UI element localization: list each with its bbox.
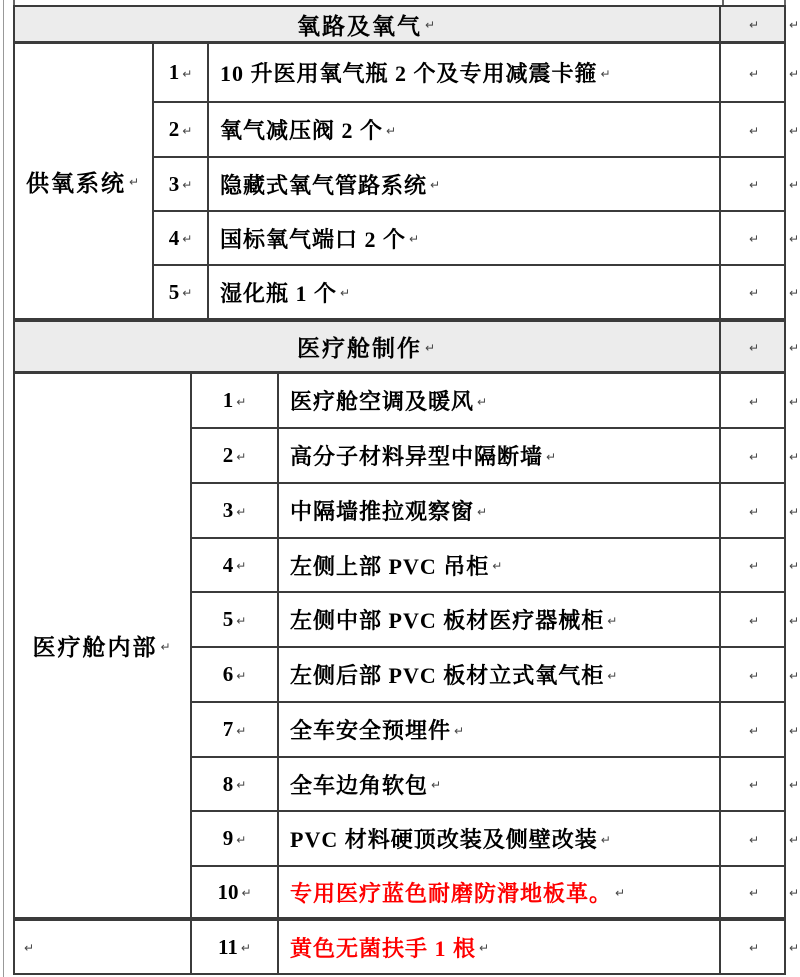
row-text-cell: 10 升医用氧气瓶 2 个及专用减震卡箍 ↵: [209, 44, 721, 101]
row-empty-cell: [721, 867, 784, 917]
end-of-row-mark: ↵: [788, 123, 800, 138]
row-empty-cell: [721, 266, 784, 318]
section2-body: [15, 374, 800, 921]
paragraph-mark-icon: ↵: [600, 66, 612, 81]
paragraph-mark-icon: ↵: [236, 723, 247, 738]
row-empty-cell: [721, 703, 784, 756]
row-text-cell: 左侧后部 PVC 板材立式氧气柜 ↵: [279, 648, 721, 701]
table-row: [15, 921, 800, 973]
paragraph-mark-icon: ↵: [748, 394, 760, 409]
end-of-row-mark: ↵: [788, 340, 800, 355]
paragraph-mark-icon: ↵: [748, 178, 760, 192]
row-text-cell: 医疗舱空调及暖风 ↵: [279, 374, 721, 427]
end-of-row-mark: ↵: [788, 232, 800, 246]
row-text-cell: 专用医疗蓝色耐磨防滑地板革。 ↵: [279, 867, 721, 917]
end-of-row-mark: ↵: [788, 613, 800, 628]
table-row: [192, 484, 800, 539]
paragraph-mark-icon: ↵: [615, 886, 627, 900]
row-number-cell: 7 ↵: [192, 703, 279, 756]
row-number-cell: 11 ↵: [192, 921, 279, 973]
page-left-edge-line: [3, 0, 4, 977]
row-text-cell: 湿化瓶 1 个 ↵: [209, 266, 721, 318]
section2-header-row: [15, 321, 800, 374]
paragraph-mark-icon: ↵: [748, 559, 760, 573]
paragraph-mark-icon: ↵: [24, 941, 35, 955]
row-number-cell: 2 ↵: [192, 429, 279, 482]
paragraph-mark-icon: ↵: [160, 639, 173, 654]
row-empty-cell: [721, 593, 784, 646]
end-of-row-mark: ↵: [788, 18, 800, 32]
paragraph-mark-icon: ↵: [748, 286, 760, 300]
section2-rows: [192, 374, 800, 917]
row-text-cell: 左侧上部 PVC 吊柜 ↵: [279, 539, 721, 591]
end-of-row-mark: ↵: [788, 559, 800, 573]
section2-label-text: 医疗舱内部: [32, 635, 158, 660]
paragraph-mark-icon: ↵: [340, 286, 352, 300]
row-empty-cell: [721, 212, 784, 264]
row-number-cell: 10 ↵: [192, 867, 279, 917]
equipment-table: [13, 5, 800, 975]
row-number-cell: 4 ↵: [192, 539, 279, 591]
table-row: [192, 703, 800, 758]
paragraph-mark-icon: ↵: [748, 886, 760, 900]
paragraph-mark-icon: ↵: [477, 394, 489, 409]
table-row: [154, 103, 800, 158]
end-of-row-mark: ↵: [788, 941, 800, 955]
table-row: [192, 429, 800, 484]
row-text-cell: 国标氧气端口 2 个 ↵: [209, 212, 721, 264]
row-number-cell: 1 ↵: [154, 44, 209, 101]
row-text-cell: 氧气减压阀 2 个 ↵: [209, 103, 721, 156]
row-text-cell: 隐藏式氧气管路系统 ↵: [209, 158, 721, 210]
row-number-cell: 3 ↵: [154, 158, 209, 210]
table-row: [192, 539, 800, 593]
section2-header-text: 医疗舱制作: [296, 336, 422, 361]
end-of-row-mark: ↵: [788, 668, 800, 683]
paragraph-mark-icon: ↵: [748, 941, 760, 955]
row-text-cell: 高分子材料异型中隔断墙 ↵: [279, 429, 721, 482]
row-number-cell: 3 ↵: [192, 484, 279, 537]
paragraph-mark-icon: ↵: [607, 668, 619, 683]
paragraph-mark-icon: ↵: [236, 832, 247, 847]
row-number-cell: 6 ↵: [192, 648, 279, 701]
paragraph-mark-icon: ↵: [748, 18, 760, 32]
row-text-cell: PVC 材料硬顶改装及侧壁改装 ↵: [279, 812, 721, 865]
paragraph-mark-icon: ↵: [607, 613, 619, 628]
paragraph-mark-icon: ↵: [182, 286, 193, 300]
paragraph-mark-icon: ↵: [424, 340, 438, 355]
paragraph-mark-icon: ↵: [236, 613, 247, 628]
row-empty-cell: [721, 429, 784, 482]
paragraph-mark-icon: ↵: [236, 559, 247, 573]
paragraph-mark-icon: ↵: [748, 668, 760, 683]
row-text-cell: 左侧中部 PVC 板材医疗器械柜 ↵: [279, 593, 721, 646]
end-of-row-mark: ↵: [788, 286, 800, 300]
paragraph-mark-icon: ↵: [128, 175, 142, 189]
row-empty-cell: [721, 158, 784, 210]
section2-header-empty-cell: [721, 322, 784, 371]
section2-label-cell: [15, 374, 192, 917]
row-number-cell: 8 ↵: [192, 758, 279, 810]
row-number-cell: 1 ↵: [192, 374, 279, 427]
end-of-row-mark: ↵: [788, 504, 800, 519]
paragraph-mark-icon: ↵: [236, 778, 247, 792]
paragraph-mark-icon: ↵: [409, 232, 421, 246]
table-row: [154, 266, 800, 318]
table-row: [192, 593, 800, 648]
table-row: [192, 374, 800, 429]
section2-header-cell: [15, 322, 721, 371]
row-text-cell: 中隔墙推拉观察窗 ↵: [279, 484, 721, 537]
row-empty-cell: [721, 374, 784, 427]
end-of-row-mark: ↵: [788, 778, 800, 792]
section1-body: [15, 44, 800, 321]
paragraph-mark-icon: ↵: [182, 178, 193, 192]
paragraph-mark-icon: ↵: [236, 394, 247, 409]
section1-header-row: [15, 7, 800, 44]
row-number-cell: 2 ↵: [154, 103, 209, 156]
paragraph-mark-icon: ↵: [424, 18, 438, 32]
paragraph-mark-icon: ↵: [748, 449, 760, 464]
row-empty-cell: [721, 812, 784, 865]
table-row: [192, 812, 800, 867]
paragraph-mark-icon: ↵: [236, 449, 247, 464]
row-empty-cell: [721, 484, 784, 537]
paragraph-mark-icon: ↵: [748, 232, 760, 246]
row-empty-cell: [721, 758, 784, 810]
row-number-cell: 5 ↵: [154, 266, 209, 318]
row-empty-cell: [721, 44, 784, 101]
paragraph-mark-icon: ↵: [182, 66, 193, 81]
row-empty-cell: [721, 103, 784, 156]
paragraph-mark-icon: ↵: [241, 886, 252, 900]
table-row: [192, 648, 800, 703]
end-of-row-mark: ↵: [788, 723, 800, 738]
paragraph-mark-icon: ↵: [748, 778, 760, 792]
paragraph-mark-icon: ↵: [479, 941, 491, 955]
paragraph-mark-icon: ↵: [748, 123, 760, 138]
paragraph-mark-icon: ↵: [236, 504, 247, 519]
paragraph-mark-icon: ↵: [546, 449, 558, 464]
section1-label-text: 供氧系统: [25, 170, 126, 196]
paragraph-mark-icon: ↵: [430, 178, 442, 192]
row-text-cell: 全车边角软包 ↵: [279, 758, 721, 810]
paragraph-mark-icon: ↵: [386, 123, 398, 138]
end-of-row-mark: ↵: [788, 178, 800, 192]
paragraph-mark-icon: ↵: [454, 723, 466, 738]
paragraph-mark-icon: ↵: [600, 832, 612, 847]
section1-label-cell: [15, 44, 154, 318]
paragraph-mark-icon: ↵: [240, 941, 251, 955]
paragraph-mark-icon: ↵: [748, 340, 760, 355]
paragraph-mark-icon: ↵: [492, 559, 504, 573]
end-of-row-mark: ↵: [788, 66, 800, 81]
paragraph-mark-icon: ↵: [477, 504, 489, 519]
section1-header-empty-cell: [721, 7, 784, 41]
end-of-row-mark: ↵: [788, 394, 800, 409]
end-of-row-mark: ↵: [788, 449, 800, 464]
section1-header-text: 氧路及氧气: [296, 13, 422, 39]
row-empty-cell: [721, 539, 784, 591]
table-row: [192, 758, 800, 812]
section1-header-cell: [15, 7, 721, 41]
table-row: [154, 44, 800, 103]
table-row: [154, 212, 800, 266]
end-of-row-mark: ↵: [788, 886, 800, 900]
row-text-cell: 全车安全预埋件 ↵: [279, 703, 721, 756]
row-number-cell: 4 ↵: [154, 212, 209, 264]
row-empty-cell: [721, 648, 784, 701]
paragraph-mark-icon: ↵: [182, 232, 193, 246]
row-text-cell: 黄色无菌扶手 1 根 ↵: [279, 921, 721, 973]
paragraph-mark-icon: ↵: [748, 723, 760, 738]
paragraph-mark-icon: ↵: [431, 778, 443, 792]
row-number-cell: 9 ↵: [192, 812, 279, 865]
paragraph-mark-icon: ↵: [182, 123, 193, 138]
row-empty-label-cell: [15, 921, 192, 973]
paragraph-mark-icon: ↵: [748, 832, 760, 847]
paragraph-mark-icon: ↵: [748, 66, 760, 81]
section1-rows: [154, 44, 800, 318]
paragraph-mark-icon: ↵: [236, 668, 247, 683]
table-row: [154, 158, 800, 212]
paragraph-mark-icon: ↵: [748, 613, 760, 628]
end-of-row-mark: ↵: [788, 832, 800, 847]
paragraph-mark-icon: ↵: [748, 504, 760, 519]
row-empty-cell: [721, 921, 784, 973]
row-number-cell: 5 ↵: [192, 593, 279, 646]
table-row: [192, 867, 800, 917]
